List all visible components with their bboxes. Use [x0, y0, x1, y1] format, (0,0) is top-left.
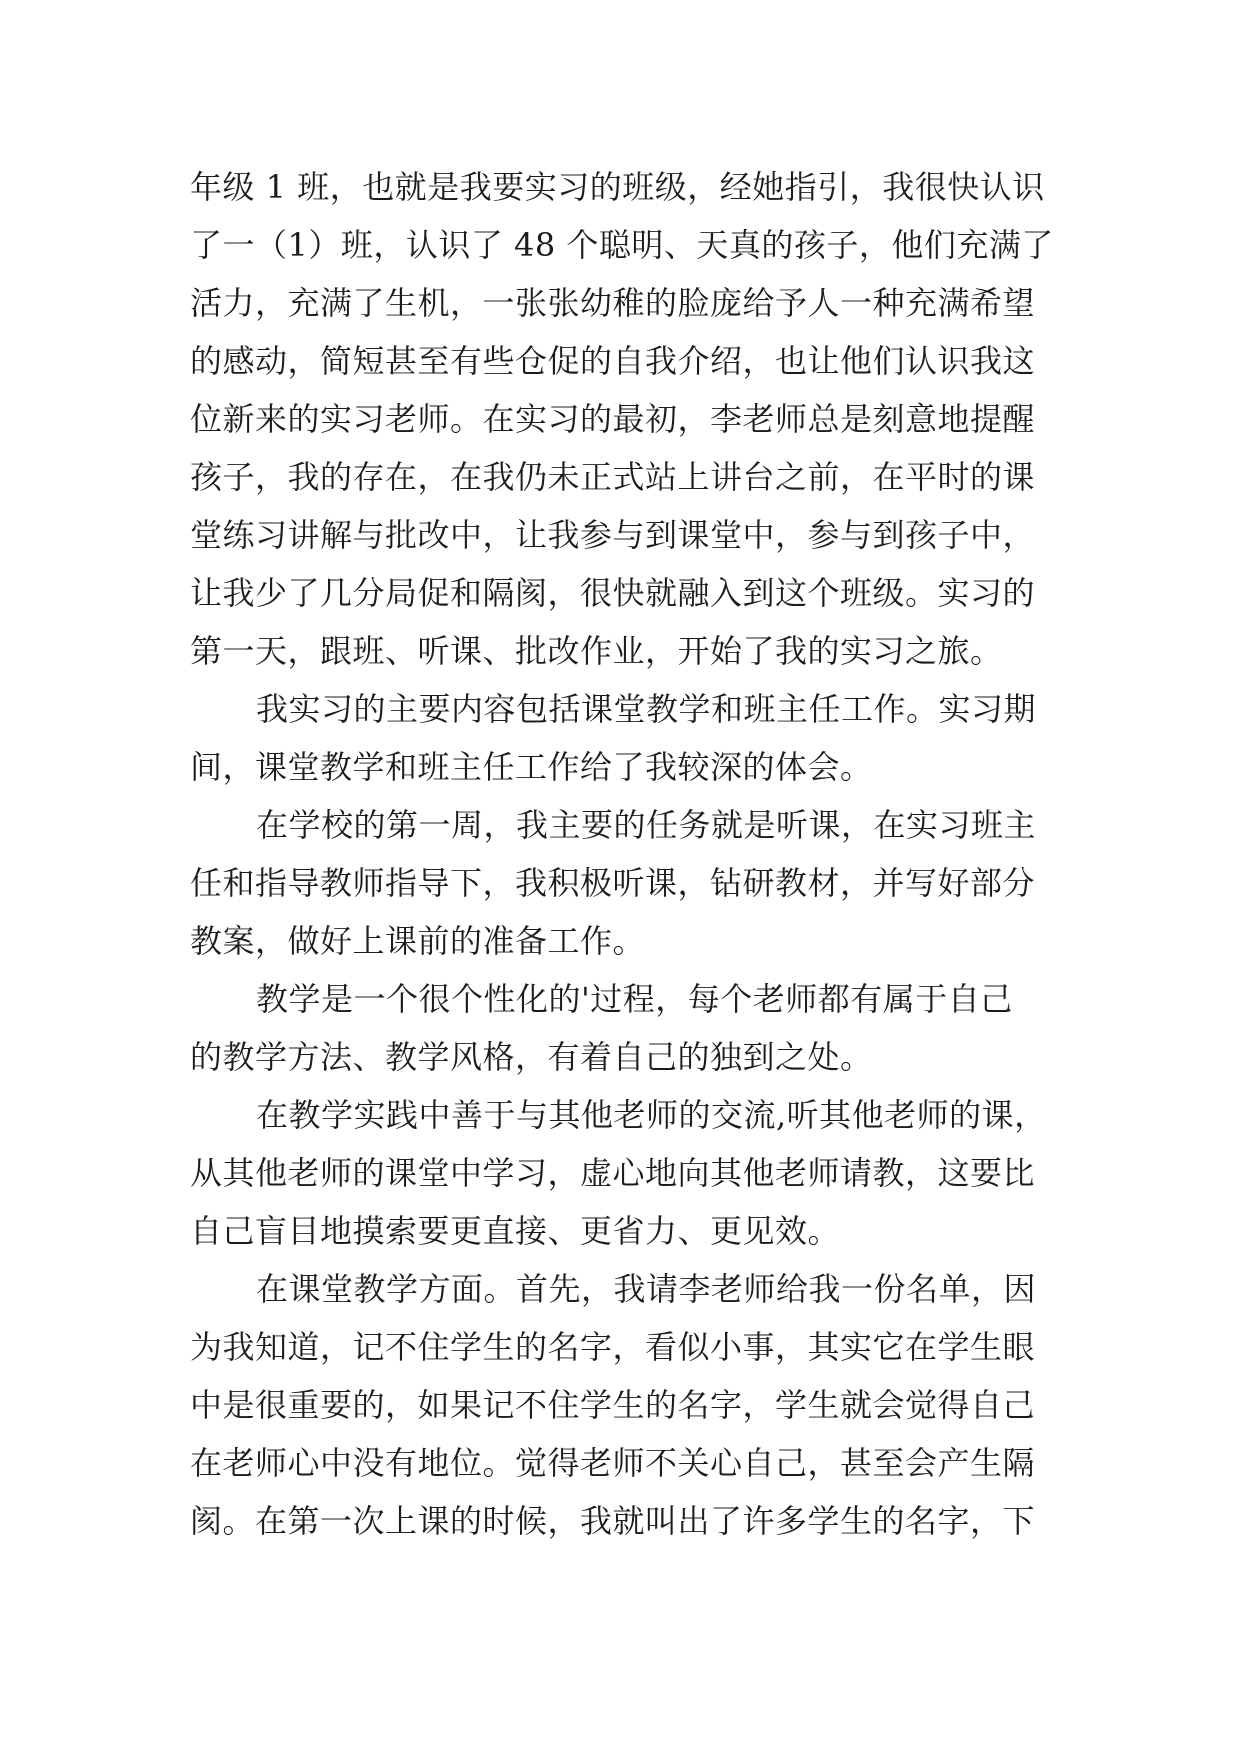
text-line: 第一天，跟班、听课、批改作业，开始了我的实习之旅。 [190, 632, 1003, 670]
text-line: 中是很重要的，如果记不住学生的名字，学生就会觉得自己 [190, 1386, 1036, 1424]
text-line: 孩子，我的存在，在我仍未正式站上讲台之前，在平时的课 [190, 458, 1036, 496]
paragraph-first-line: 在课堂教学方面。首先，我请李老师给我一份名单，因 [256, 1270, 1037, 1308]
text-line: 阂。在第一次上课的时候，我就叫出了许多学生的名字，下 [190, 1502, 1036, 1540]
text-line: 教案，做好上课前的准备工作。 [190, 922, 646, 960]
text-line: 的教学方法、教学风格，有着自己的独到之处。 [190, 1038, 873, 1076]
paragraph-first-line: 在教学实践中善于与其他老师的交流,听其他老师的课， [256, 1096, 1047, 1134]
paragraph-first-line: 在学校的第一周，我主要的任务就是听课，在实习班主 [256, 806, 1037, 844]
body-text [190, 158, 1052, 1550]
paragraph-first-line: 教学是一个很个性化的'过程，每个老师都有属于自己 [256, 980, 1013, 1018]
text-line: 在老师心中没有地位。觉得老师不关心自己，甚至会产生隔 [190, 1444, 1036, 1482]
text-line: 的感动，简短甚至有些仓促的自我介绍，也让他们认识我这 [190, 342, 1036, 380]
text-line: 年级 1 班，也就是我要实习的班级，经她指引，我很快认识 [190, 168, 1045, 206]
text-line: 间，课堂教学和班主任工作给了我较深的体会。 [190, 748, 873, 786]
text-line: 任和指导教师指导下，我积极听课，钻研教材，并写好部分 [190, 864, 1036, 902]
text-line: 堂练习讲解与批改中，让我参与到课堂中，参与到孩子中， [190, 516, 1036, 554]
text-line: 自己盲目地摸索要更直接、更省力、更见效。 [190, 1212, 841, 1250]
text-line: 为我知道，记不住学生的名字，看似小事，其实它在学生眼 [190, 1328, 1036, 1366]
text-line: 让我少了几分局促和隔阂，很快就融入到这个班级。实习的 [190, 574, 1036, 612]
text-line: 从其他老师的课堂中学习，虚心地向其他老师请教，这要比 [190, 1154, 1036, 1192]
text-line: 了一（1）班，认识了 48 个聪明、天真的孩子，他们充满了 [190, 226, 1054, 264]
paragraph-first-line: 我实习的主要内容包括课堂教学和班主任工作。实习期 [256, 690, 1037, 728]
text-line: 活力，充满了生机，一张张幼稚的脸庞给予人一种充满希望 [190, 284, 1036, 322]
text-line: 位新来的实习老师。在实习的最初，李老师总是刻意地提醒 [190, 400, 1036, 438]
